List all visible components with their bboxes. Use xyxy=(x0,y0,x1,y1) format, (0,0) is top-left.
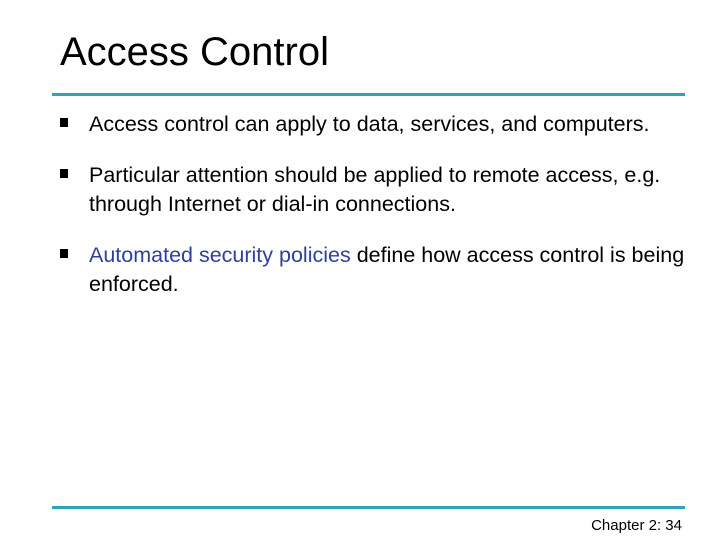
bullet-text: define how access control is being enforced. xyxy=(89,243,685,296)
bullet-item xyxy=(60,241,690,299)
square-bullet-icon xyxy=(60,249,68,258)
slide-footer: Chapter 2: 34 xyxy=(591,517,682,534)
highlighted-term: Automated security policies xyxy=(89,243,351,267)
square-bullet-icon xyxy=(60,118,68,127)
bullet-item xyxy=(60,110,690,139)
footer-divider xyxy=(52,506,685,509)
bullet-text: Particular attention should be applied to remote access, e.g. through Internet or dial-in connections. xyxy=(89,163,661,216)
bullet-text: Access control can apply to data, services, and computers. xyxy=(89,112,650,136)
bullet-list xyxy=(60,110,690,321)
slide-title: Access Control xyxy=(60,30,329,74)
bullet-item xyxy=(60,161,690,219)
title-divider xyxy=(52,93,685,96)
square-bullet-icon xyxy=(60,169,68,178)
